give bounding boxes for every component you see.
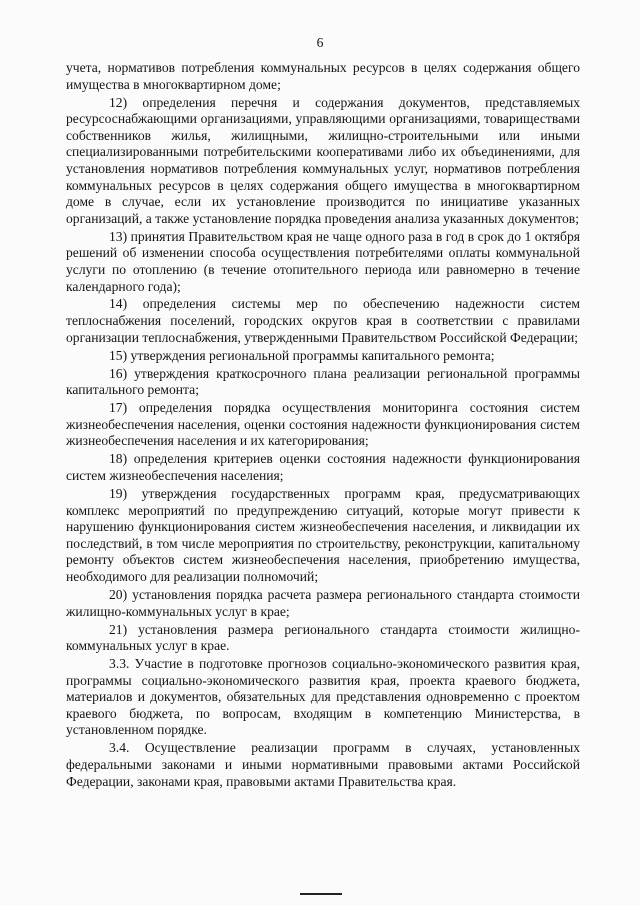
paragraph-section-3-4: 3.4. Осуществление реализации программ в случаях, установленных федеральными законами и иными нормативными правовыми актами Российской Федерации, законами края, правовыми актами Правительства края. — [66, 740, 580, 789]
paragraph-continuation: учета, нормативов потребления коммунальных ресурсов в целях содержания общего имущества в многоквартирном доме; — [66, 60, 580, 92]
paragraph-item-20: 20) установления порядка расчета размера регионального стандарта стоимости жилищно-коммунальных услуг в крае; — [66, 586, 580, 619]
paragraph-item-15: 15) утверждения региональной программы капитального ремонта; — [109, 347, 495, 363]
paragraph-item-21: 21) установления размера регионального стандарта стоимости жилищно-коммунальных услуг в крае. — [66, 621, 580, 654]
document-body — [66, 60, 580, 792]
paragraph-item-16: 16) утверждения краткосрочного плана реализации региональной программы капитального ремонта; — [66, 365, 580, 398]
paragraph-item-13: 13) принятия Правительством края не чаще одного раза в год в срок до 1 октября решений об изменении способа осуществления потребителями оплаты коммунальной услуги по отоплению (в течение отопительного периода или равномерно в течение календарного года); — [66, 228, 580, 294]
paragraph-item-17: 17) определения порядка осуществления мониторинга состояния систем жизнеобеспечения населения, оценки состояния надежности функционирования систем жизнеобеспечения населения и их категорирования; — [66, 400, 580, 449]
page-number: 6 — [316, 35, 324, 50]
paragraph-item-18: 18) определения критериев оценки состояния надежности функционирования систем жизнеобеспечения населения; — [66, 451, 580, 483]
paragraph-item-14: 14) определения системы мер по обеспечению надежности систем теплоснабжения поселений, городских округов края в соответствии с правилами организации теплоснабжения, утвержденными Правительством Российской Федерации; — [66, 296, 580, 345]
paragraph-section-3-3: 3.3. Участие в подготовке прогнозов социально-экономического развития края, программы социально-экономического развития края, проекта краевого бюджета, материалов и документов, обязательных для представления одновременно с проектом краевого бюджета, по вопросам, входящим в компетенцию Министерства, в установленном порядке. — [66, 656, 580, 738]
page-bottom-mark — [300, 893, 342, 895]
paragraph-item-12: 12) определения перечня и содержания документов, представляемых ресурсоснабжающими организациями, управляющими организациями, товариществами собственников жилья, жилищными, жилищно-строительными или иными специализированными потребительскими кооперативами либо их объединениями, для установления нормативов потребления коммунальных услуг, нормативов потребления коммунальных ресурсов в целях содержания общего имущества в многоквартирном доме в случае, если их установление производится по инициативе указанных организаций, а также установление порядка проведения анализа указанных документов; — [66, 94, 580, 226]
paragraph-item-19: 19) утверждения государственных программ края, предусматривающих комплекс мероприятий по предупреждению ситуаций, которые могут привести к нарушению функционирования систем жизнеобеспечения населения, и ликвидации их последствий, в том числе мероприятия по строительству, реконструкции, капитальному ремонту объектов систем жизнеобеспечения населения, приобретению имущества, необходимого для реализации полномочий; — [66, 485, 580, 584]
